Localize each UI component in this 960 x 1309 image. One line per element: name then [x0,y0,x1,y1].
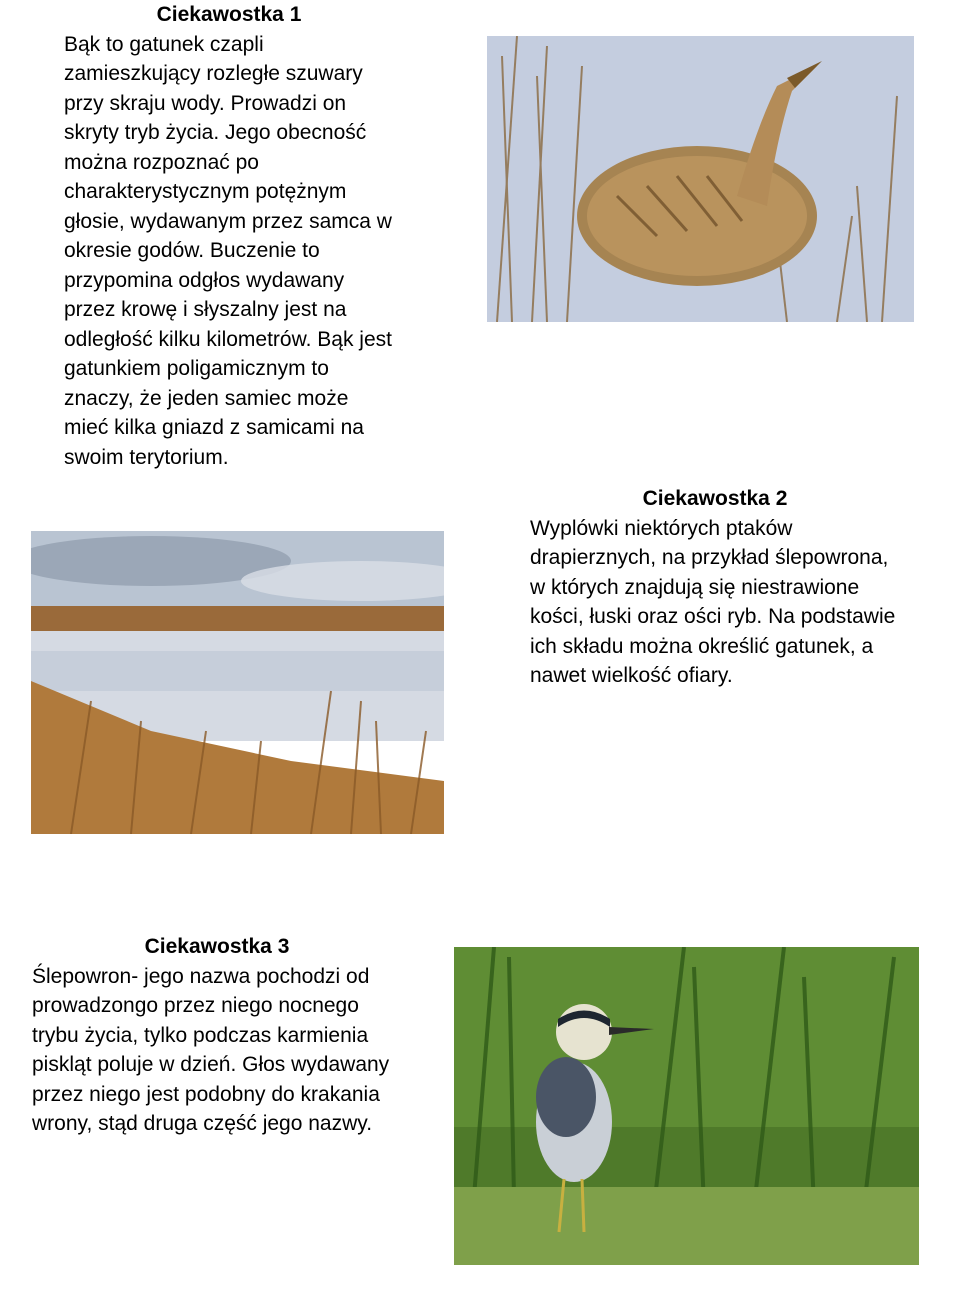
fact-1-text: Bąk to gatunek czapli zamieszkujący rozległe szuwary przy skraju wody. Prowadzi on skryty tryb życia. Jego obecność można rozpoznać po charakterystycznym potężnym głosie, wydawanym przez samca w okresie godów. Buczenie to przypomina odgłos wydawany przez krowę i słyszalny jest na odległość kilku kilometrów. Bąk jest gatunkiem poligamicznym to znaczy, że jeden samiec może mieć kilka gniazd z samicami na swoim terytorium. [64,32,392,469]
fact-1-section [64,0,394,472]
night-heron-photo [454,947,919,1265]
fact-2-section [530,484,900,691]
fact-2-heading: Ciekawostka 2 [642,487,788,510]
bittern-photo [487,36,914,322]
fact-3-heading: Ciekawostka 3 [144,935,290,958]
lake-reeds-photo [31,531,444,834]
fact-2-text: Wyplówki niektórych ptaków drapierznych, na przykład ślepowrona, w których znajdują się niestrawione kości, łuski oraz ości ryb. Na podstawie ich składu można określić gatunek, a nawet wielkość ofiary. [530,516,896,687]
fact-1-heading: Ciekawostka 1 [156,3,302,26]
fact-3-text: Ślepowron- jego nazwa pochodzi od prowadzongo przez niego nocnego trybu życia, tylko podczas karmienia piskląt poluje w dzień. Głos wydawany przez niego jest podobny do krakania wrony, stąd druga część jego nazwy. [32,964,390,1135]
fact-3-section [32,932,402,1139]
